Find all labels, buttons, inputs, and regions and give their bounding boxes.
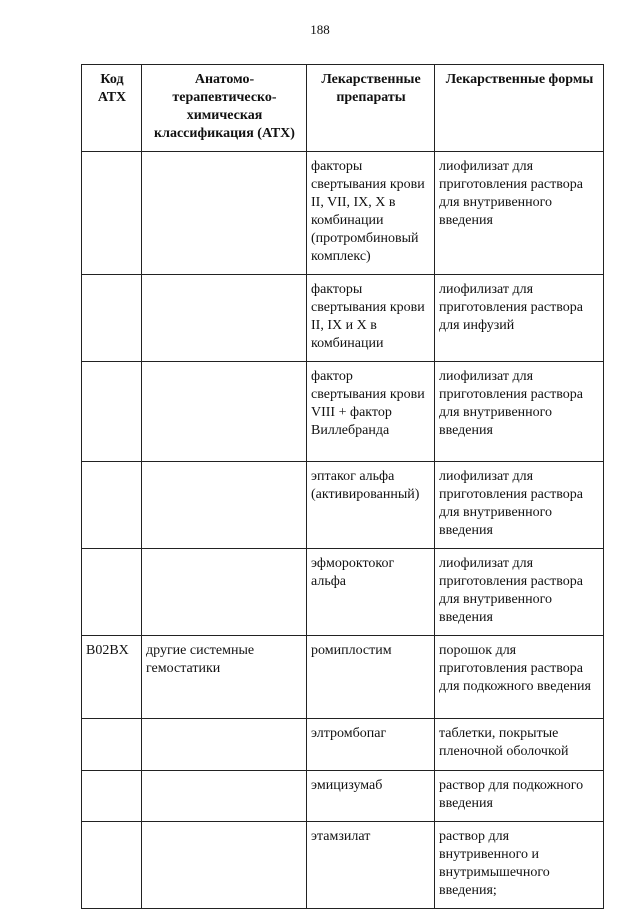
table-row bbox=[82, 771, 604, 822]
dosage-form-cell: лиофилизат для приготовления раствора для внутривенного введения bbox=[435, 152, 604, 275]
classification-cell bbox=[142, 549, 307, 636]
dosage-form-cell: лиофилизат для приготовления раствора для инфузий bbox=[435, 275, 604, 362]
table-row bbox=[82, 362, 604, 462]
table-row bbox=[82, 636, 604, 719]
drug-cell: эфмороктоког альфа bbox=[307, 549, 435, 636]
classification-cell bbox=[142, 362, 307, 462]
drug-cell: фактор свертывания крови VIII + фактор Виллебранда bbox=[307, 362, 435, 462]
atc-code-cell bbox=[82, 152, 142, 275]
atc-drug-table bbox=[81, 64, 604, 909]
atc-code-cell: B02BX bbox=[82, 636, 142, 719]
atc-code-cell bbox=[82, 549, 142, 636]
dosage-form-cell: таблетки, покрытые пленочной оболочкой bbox=[435, 719, 604, 771]
atc-code-cell bbox=[82, 362, 142, 462]
table-row bbox=[82, 275, 604, 362]
drug-cell: ромиплостим bbox=[307, 636, 435, 719]
dosage-form-cell: лиофилизат для приготовления раствора для внутривенного введения bbox=[435, 362, 604, 462]
atc-code-cell bbox=[82, 719, 142, 771]
table-row bbox=[82, 719, 604, 771]
drug-cell: факторы свертывания крови II, VII, IX, X в комбинации (протромбиновый комплекс) bbox=[307, 152, 435, 275]
table-row bbox=[82, 152, 604, 275]
table-body bbox=[82, 152, 604, 909]
dosage-form-cell: порошок для приготовления раствора для подкожного введения bbox=[435, 636, 604, 719]
dosage-form-cell: лиофилизат для приготовления раствора для внутривенного введения bbox=[435, 462, 604, 549]
classification-cell bbox=[142, 719, 307, 771]
classification-cell bbox=[142, 771, 307, 822]
classification-cell: другие системные гемостатики bbox=[142, 636, 307, 719]
page-number: 188 bbox=[310, 22, 330, 37]
classification-cell bbox=[142, 462, 307, 549]
drug-cell: этамзилат bbox=[307, 822, 435, 909]
drug-cell: эптаког альфа (активированный) bbox=[307, 462, 435, 549]
header-dosage-forms: Лекарственные формы bbox=[435, 65, 604, 152]
table-header bbox=[82, 65, 604, 152]
table-row bbox=[82, 462, 604, 549]
header-atc-code: Код АТХ bbox=[82, 65, 142, 152]
classification-cell bbox=[142, 822, 307, 909]
header-row bbox=[82, 65, 604, 152]
drug-cell: эмицизумаб bbox=[307, 771, 435, 822]
dosage-form-cell: раствор для подкожного введения bbox=[435, 771, 604, 822]
atc-code-cell bbox=[82, 275, 142, 362]
atc-code-cell bbox=[82, 771, 142, 822]
drug-cell: факторы свертывания крови II, IX и X в комбинации bbox=[307, 275, 435, 362]
header-drugs: Лекарственные препараты bbox=[307, 65, 435, 152]
atc-code-cell bbox=[82, 462, 142, 549]
header-atc-classification: Анатомо-терапевтическо-химическая классификация (АТХ) bbox=[142, 65, 307, 152]
classification-cell bbox=[142, 275, 307, 362]
atc-code-cell bbox=[82, 822, 142, 909]
table-row bbox=[82, 822, 604, 909]
classification-cell bbox=[142, 152, 307, 275]
drug-cell: элтромбопаг bbox=[307, 719, 435, 771]
dosage-form-cell: лиофилизат для приготовления раствора для внутривенного введения bbox=[435, 549, 604, 636]
table-row bbox=[82, 549, 604, 636]
dosage-form-cell: раствор для внутривенного и внутримышечного введения; bbox=[435, 822, 604, 909]
